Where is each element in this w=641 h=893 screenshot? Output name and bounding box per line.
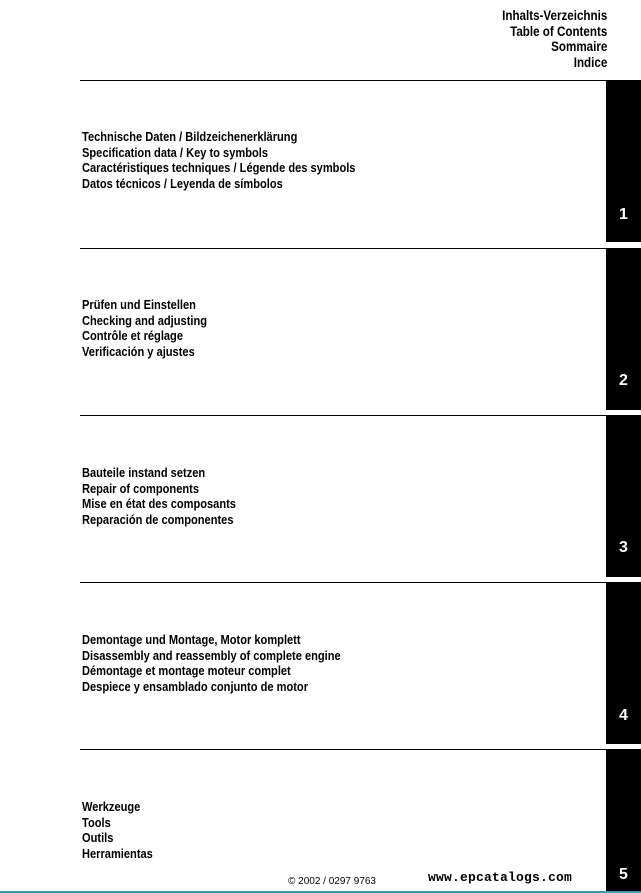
section-title-en: Repair of components [82, 481, 199, 496]
section-tab-1[interactable] [606, 80, 641, 242]
section-number: 4 [619, 707, 628, 724]
section-title-en: Specification data / Key to symbols [82, 145, 268, 160]
header-title-de: Inhalts-Verzeichnis [501, 8, 607, 23]
section-title-de: Bauteile instand setzen [82, 466, 206, 480]
toc-section-2[interactable] [0, 248, 641, 410]
header-title-fr: Sommaire [550, 39, 607, 54]
section-title-fr: Caractéristiques techniques / Légende des symbols [82, 161, 356, 176]
header-title-es: Indice [573, 54, 607, 70]
header-title-en: Table of Contents [509, 23, 607, 39]
section-divider [80, 749, 607, 750]
section-title-en: Checking and adjusting [82, 313, 208, 328]
watermark-text: www.epcatalogs.com [428, 870, 573, 885]
section-title-es: Verificación y ajustes [82, 345, 195, 360]
section-title-es: Datos técnicos / Leyenda de símbolos [82, 177, 283, 192]
section-number: 3 [619, 539, 628, 556]
toc-section-3[interactable] [0, 415, 641, 577]
section-tab-2[interactable] [606, 248, 641, 410]
section-title-de: Werkzeuge [82, 800, 141, 814]
section-number: 1 [619, 206, 628, 223]
section-title-fr: Mise en état des composants [82, 497, 236, 512]
section-tab-4[interactable] [606, 582, 641, 744]
section-title-es: Herramientas [82, 847, 153, 862]
section-title-es: Despiece y ensamblado conjunto de motor [82, 680, 309, 695]
section-number: 2 [619, 372, 628, 389]
section-titles [82, 466, 236, 529]
section-titles [82, 800, 153, 863]
section-tab-5[interactable] [606, 749, 641, 891]
copyright-text: © 2002 / 0297 9763 [288, 876, 376, 887]
section-divider [80, 582, 607, 583]
section-title-fr: Démontage et montage moteur complet [82, 664, 291, 679]
toc-section-4[interactable] [0, 582, 641, 744]
toc-section-1[interactable] [0, 80, 641, 242]
section-number: 5 [619, 866, 628, 883]
section-title-de: Prüfen und Einstellen [82, 298, 196, 312]
section-titles [82, 633, 341, 696]
section-title-en: Disassembly and reassembly of complete engine [82, 648, 341, 663]
section-title-fr: Contrôle et réglage [82, 329, 183, 344]
section-tab-3[interactable] [606, 415, 641, 577]
section-title-de: Technische Daten / Bildzeichenerklärung [82, 130, 298, 144]
section-divider [80, 415, 607, 416]
section-titles [82, 130, 355, 193]
section-title-de: Demontage und Montage, Motor komplett [82, 633, 301, 647]
section-title-en: Tools [82, 815, 111, 830]
section-divider [80, 80, 607, 81]
section-titles [82, 298, 207, 361]
toc-header [502, 8, 607, 70]
section-divider [80, 248, 607, 249]
section-title-es: Reparación de componentes [82, 513, 234, 528]
section-title-fr: Outils [82, 831, 114, 846]
